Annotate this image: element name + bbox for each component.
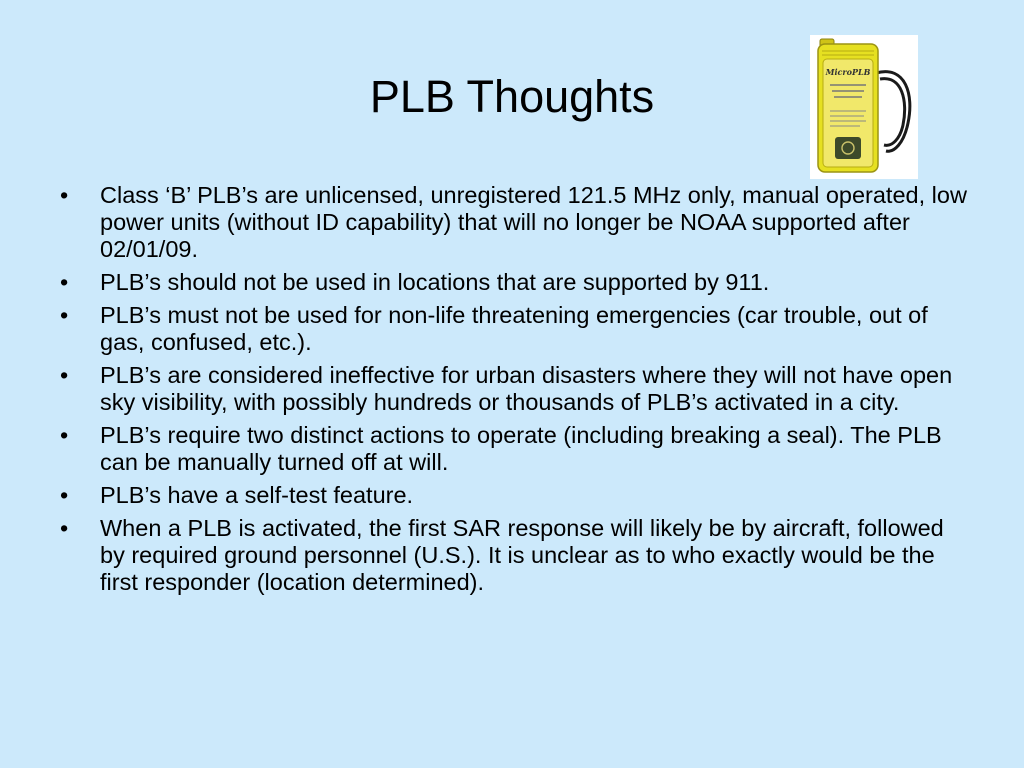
- plb-label-text: MicroPLB: [825, 67, 871, 77]
- plb-device-photo: [810, 35, 918, 179]
- bullet-text: PLB’s have a self-test feature.: [100, 482, 414, 508]
- bullet-text: PLB’s require two distinct actions to operate (including breaking a seal). The PLB can be manually turned off at will.: [100, 422, 942, 475]
- bullet-text: PLB’s must not be used for non-life threatening emergencies (car trouble, out of gas, confused, etc.).: [100, 302, 928, 355]
- bullet-item: [60, 182, 970, 263]
- bullet-list: [60, 182, 970, 602]
- bullet-text: When a PLB is activated, the first SAR response will likely be by aircraft, followed by required ground personnel (U.S.). It is unclear as to who exactly would be the first responder (location determined).: [100, 515, 944, 595]
- bullet-item: [60, 362, 970, 416]
- plb-beacon-icon: [810, 35, 918, 179]
- bullet-text: PLB’s should not be used in locations that are supported by 911.: [100, 269, 770, 295]
- bullet-marker: •: [60, 362, 69, 388]
- bullet-marker: •: [60, 302, 69, 328]
- bullet-marker: •: [60, 269, 69, 295]
- bullet-item: [60, 302, 970, 356]
- bullet-text: PLB’s are considered ineffective for urban disasters where they will not have open sky visibility, with possibly hundreds or thousands of PLB’s activated in a city.: [100, 362, 953, 415]
- bullet-marker: •: [60, 422, 69, 448]
- bullet-marker: •: [60, 515, 69, 541]
- bullet-item: [60, 422, 970, 476]
- bullet-item: [60, 482, 970, 509]
- bullet-marker: •: [60, 482, 69, 508]
- bullet-marker: •: [60, 182, 69, 208]
- bullet-text: Class ‘B’ PLB’s are unlicensed, unregistered 121.5 MHz only, manual operated, low power units (without ID capability) that will no longer be NOAA supported after 02/01/09.: [100, 182, 967, 262]
- slide-title: PLB Thoughts: [369, 71, 655, 122]
- bullet-item: [60, 269, 970, 296]
- bullet-item: [60, 515, 970, 596]
